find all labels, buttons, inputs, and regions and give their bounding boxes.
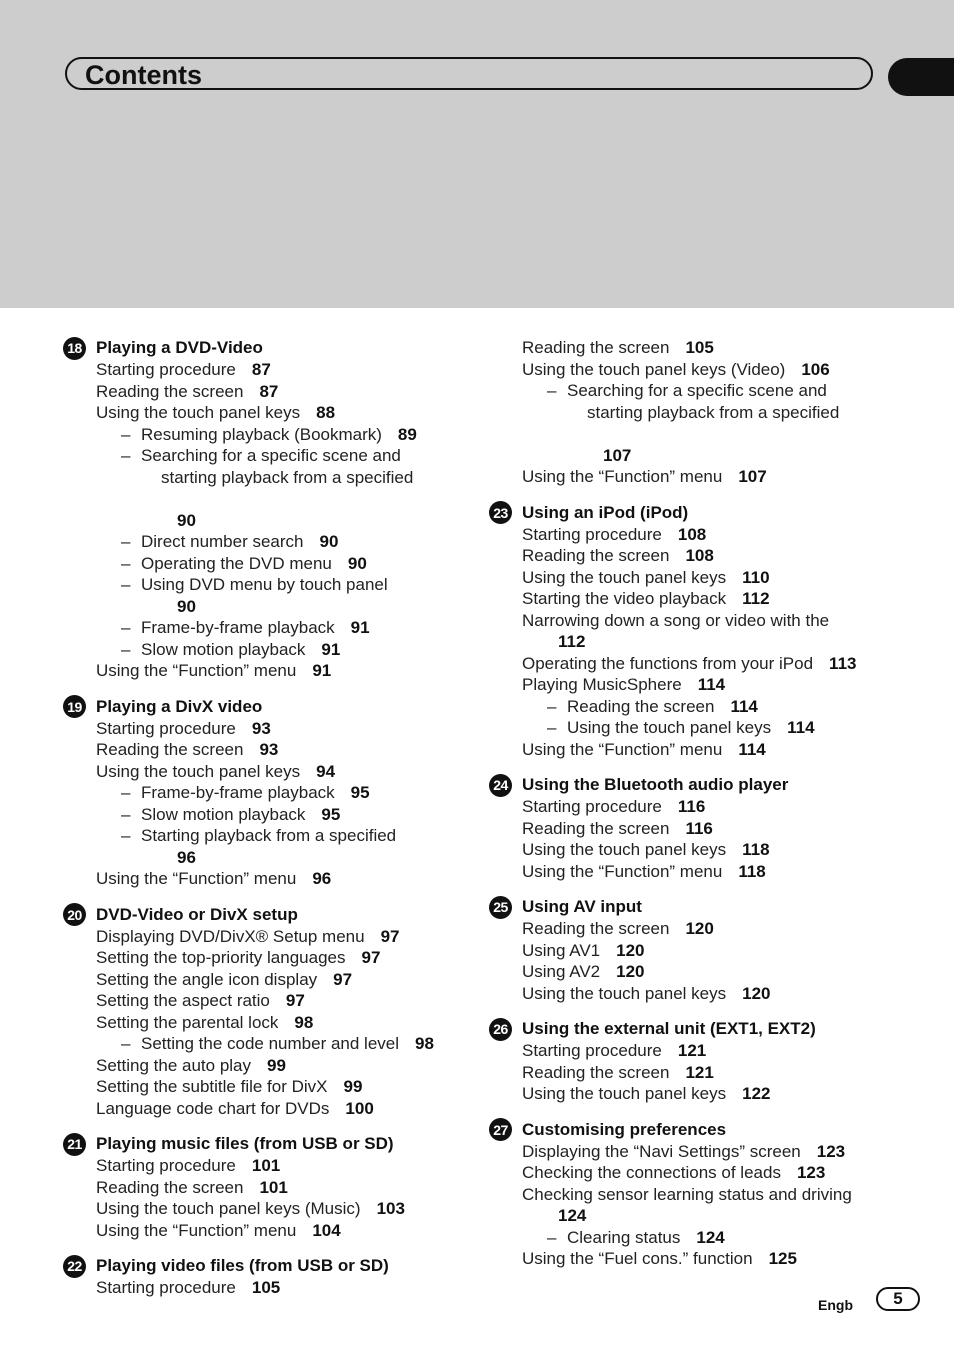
page-ref: 97 [380,926,400,946]
entry-text: Frame-by-frame playback [141,783,335,802]
entry-text: Starting the video playback [522,589,727,608]
entry-text: Using the “Function” menu [522,467,723,486]
toc-entry[interactable] [63,660,473,682]
entry-text: Using the touch panel keys [522,1084,727,1103]
entry-text: Operating the DVD menu [141,553,332,573]
entry-text: Clearing status [567,1227,681,1247]
chapter-number-badge: 24 [489,774,512,797]
entry-text: Checking the connections of leads [522,1163,781,1182]
entry-text-continued: starting playback from a specified [161,467,414,487]
entry-text: Searching for a specific scene and [567,381,827,400]
page-ref: 97 [361,948,381,967]
page-ref: 103 [376,1199,405,1218]
toc-entry[interactable] [63,718,473,740]
entry-dash: – [121,532,131,551]
entry-dash: – [121,783,131,802]
page-ref: 96 [177,847,196,867]
toc-entry[interactable] [63,739,473,761]
entry-text: Using the “Function” menu [522,739,723,759]
toc-entry[interactable] [63,1076,473,1098]
chapter-title: Playing a DVD-Video [96,338,263,357]
entry-text: Operating the functions from your iPod [522,653,814,673]
page-ref: 107 [603,445,632,465]
page-ref: 118 [742,840,770,859]
page-title: Contents [85,60,202,90]
page-ref: 95 [321,804,341,824]
entry-text: Resuming playback (Bookmark) [141,424,382,444]
chapter-number-badge: 21 [63,1133,86,1156]
toc-entry[interactable] [63,402,473,424]
toc-chapter [489,774,909,882]
page-ref: 114 [730,696,758,716]
page-ref: 90 [177,510,196,530]
page-ref: 94 [316,761,336,781]
page-ref: 89 [397,424,417,444]
entry-dash: – [547,381,557,400]
toc-entry[interactable] [489,610,909,653]
toc-entry[interactable] [489,466,909,488]
toc-entry[interactable] [489,1162,909,1184]
entry-dash: – [121,446,131,465]
entry-text: Setting the subtitle file for DivX [96,1077,328,1096]
section-tab [888,58,954,96]
chapter-title: Playing a DivX video [96,696,263,716]
entry-dash: – [547,696,557,716]
page-ref: 120 [685,919,714,938]
page-ref: 120 [742,983,771,1003]
toc-entry[interactable] [489,545,909,567]
page-ref: 101 [259,1177,288,1197]
toc-chapter [489,337,909,488]
toc-entry[interactable] [489,839,909,861]
page-ref: 107 [738,467,767,486]
page-ref: 90 [319,532,339,551]
entry-text: Reading the screen [522,338,670,357]
entry-text: Reading the screen [567,696,715,716]
entry-dash: – [121,424,131,444]
entry-text: Displaying DVD/DivX® Setup menu [96,926,365,946]
toc-subentry[interactable] [63,804,473,826]
entry-text-block [121,531,338,553]
entry-text: Using the touch panel keys [96,403,301,422]
page-ref: 106 [801,359,830,379]
chapter-heading[interactable] [63,904,473,926]
chapter-number-badge: 26 [489,1018,512,1041]
entry-text-block [547,696,758,718]
toc-entry[interactable] [489,359,909,381]
toc-chapter [63,904,473,1120]
toc-entry[interactable] [489,796,909,818]
entry-text: Reading the screen [522,546,670,565]
entry-text: Starting procedure [522,524,662,544]
entry-text-block [121,639,340,661]
page-ref: 101 [251,1156,281,1175]
page-ref: 88 [316,403,336,422]
entry-text: Displaying the “Navi Settings” screen [522,1141,801,1161]
entry-text-block [121,617,370,639]
page-ref: 120 [616,962,645,981]
toc-chapter [63,1255,473,1299]
page-ref: 90 [347,553,367,573]
header-band [0,0,954,308]
page-ref: 114 [697,675,726,694]
entry-text: Setting the parental lock [96,1012,279,1032]
chapter-heading[interactable] [489,774,909,796]
entry-text: Using the “Function” menu [522,861,723,881]
entry-dash: – [121,1034,131,1053]
toc-entry[interactable] [63,359,473,381]
page-ref: 121 [685,1062,714,1082]
entry-text: Checking sensor learning status and driving [522,1184,852,1204]
page-ref: 124 [558,1206,587,1225]
toc-entry[interactable] [489,588,909,610]
chapter-number-badge: 23 [489,501,512,524]
chapter-number-badge: 19 [63,695,86,718]
page-ref: 124 [696,1227,725,1247]
entry-text-block [121,782,370,804]
entry-text: Using the “Function” menu [96,1220,297,1240]
entry-text: Narrowing down a song or video with the [522,610,830,630]
toc-entry[interactable] [63,1198,473,1220]
toc-subentry[interactable] [63,825,473,868]
entry-text-block [121,445,413,531]
page-ref: 91 [312,661,332,680]
toc-entry[interactable] [63,1012,473,1034]
entry-text-block [121,804,340,826]
page-ref: 105 [685,338,714,357]
toc-entry[interactable] [489,1141,909,1163]
entry-text: Using the touch panel keys (Music) [96,1199,361,1218]
entry-text: Playing MusicSphere [522,675,682,694]
chapter-heading[interactable] [489,1018,909,1040]
toc-entry[interactable] [489,739,909,761]
page-ref: 91 [321,639,341,659]
entry-text: Reading the screen [96,1177,244,1197]
chapter-title: Using AV input [522,897,642,916]
toc-entry[interactable] [489,918,909,940]
toc-entry[interactable] [489,818,909,840]
entry-text: Frame-by-frame playback [141,618,335,637]
entry-text: Reading the screen [522,1062,670,1082]
toc-entry[interactable] [489,1040,909,1062]
toc-entry[interactable] [489,337,909,359]
chapter-title: DVD-Video or DivX setup [96,904,298,924]
entry-text-block [547,380,839,466]
chapter-heading[interactable] [489,1119,909,1141]
entry-text: Using the “Function” menu [96,661,297,680]
entry-text: Slow motion playback [141,639,306,659]
page-ref: 96 [312,869,332,888]
toc-entry[interactable] [489,961,909,983]
entry-text: Starting procedure [96,1278,236,1297]
toc-entry[interactable] [63,947,473,969]
entry-text: Using the “Fuel cons.” function [522,1249,753,1268]
page-ref: 90 [177,596,196,616]
entry-text: Setting the aspect ratio [96,991,270,1010]
entry-dash: – [121,553,131,573]
entry-text: Slow motion playback [141,804,306,824]
chapter-number-badge: 25 [489,896,512,919]
entry-text-block [121,424,417,446]
entry-dash: – [121,639,131,659]
chapter-heading[interactable] [63,337,473,359]
entry-dash: – [121,618,131,637]
entry-text: Reading the screen [96,740,244,759]
entry-text: Setting the top-priority languages [96,948,346,967]
entry-text-block [121,1033,434,1055]
toc-entry[interactable] [489,524,909,546]
toc-entry[interactable] [489,1248,909,1270]
toc-entry[interactable] [63,1277,473,1299]
entry-dash: – [547,718,557,737]
toc-entry[interactable] [489,1184,909,1227]
chapter-heading[interactable] [63,1255,473,1277]
toc-entry[interactable] [489,567,909,589]
toc-subentry[interactable] [489,1227,909,1249]
page-ref: 93 [259,740,279,759]
toc-chapter [63,1133,473,1241]
toc-subentry[interactable] [63,531,473,553]
page-ref: 120 [616,940,645,960]
page-ref: 116 [685,818,713,838]
page-ref: 100 [345,1098,374,1118]
entry-text-block [121,574,388,617]
toc-entry[interactable] [489,983,909,1005]
toc-entry[interactable] [489,653,909,675]
page-ref: 122 [742,1084,771,1103]
toc-subentry[interactable] [63,782,473,804]
entry-text: Starting procedure [522,1041,662,1060]
page-ref: 125 [768,1249,797,1268]
toc-chapter [489,1119,909,1270]
chapter-number-badge: 20 [63,903,86,926]
toc-entry[interactable] [63,868,473,890]
entry-text: Using the “Function” menu [96,869,297,888]
page-ref: 97 [285,991,305,1010]
entry-text: Setting the code number and level [141,1034,400,1053]
page-number: 5 [876,1287,920,1311]
toc-subentry[interactable] [63,1033,473,1055]
entry-text: Using AV1 [522,940,601,960]
page-ref: 112 [558,632,586,651]
page-ref: 104 [312,1220,341,1240]
entry-text-block [547,717,815,739]
page-ref: 99 [267,1055,286,1075]
toc-chapter [63,696,473,890]
page-ref: 116 [677,797,706,816]
page-ref: 105 [251,1278,281,1297]
toc-entry[interactable] [63,990,473,1012]
chapter-heading[interactable] [63,696,473,718]
page-ref: 87 [259,381,279,401]
page-ref: 93 [251,718,271,738]
toc-subentry[interactable] [489,696,909,718]
entry-dash: – [121,826,131,845]
entry-text-block [121,825,396,868]
entry-text: Starting procedure [96,718,236,738]
entry-text-continued: starting playback from a specified [587,402,840,422]
page-ref: 121 [677,1041,707,1060]
toc-chapter [489,896,909,1004]
toc-subentry[interactable] [63,553,473,575]
toc-entry[interactable] [489,861,909,883]
entry-dash: – [547,1227,557,1247]
toc-entry[interactable] [63,926,473,948]
entry-text: Reading the screen [96,381,244,401]
page-ref: 87 [251,360,271,379]
chapter-number-badge: 27 [489,1118,512,1141]
toc-entry[interactable] [63,1220,473,1242]
toc-entry[interactable] [63,1177,473,1199]
toc-entry[interactable] [489,1062,909,1084]
chapter-heading[interactable] [63,1133,473,1155]
entry-text: Using AV2 [522,962,601,981]
chapter-title: Playing video files (from USB or SD) [96,1256,389,1275]
toc-entry[interactable] [63,1098,473,1120]
page-ref: 123 [796,1163,826,1182]
page-ref: 97 [333,969,353,989]
toc-entry[interactable] [63,761,473,783]
toc-subentry[interactable] [63,445,473,531]
toc-subentry[interactable] [63,424,473,446]
toc-entry[interactable] [63,381,473,403]
entry-text: Using the touch panel keys [522,983,727,1003]
chapter-heading[interactable] [489,896,909,918]
entry-text: Starting procedure [522,797,662,816]
page-ref: 91 [350,618,370,637]
entry-text: Language code chart for DVDs [96,1098,330,1118]
entry-text: Reading the screen [522,818,670,838]
toc-chapter [489,1018,909,1105]
page-ref: 108 [677,524,707,544]
page-ref: 123 [816,1141,846,1161]
entry-dash: – [121,804,131,824]
page-ref: 98 [294,1012,314,1032]
toc-subentry[interactable] [63,639,473,661]
page-ref: 95 [350,783,370,802]
toc-subentry[interactable] [63,617,473,639]
page-ref: 114 [787,718,815,737]
toc-column-left [63,337,473,1313]
toc-chapter [63,337,473,682]
entry-text: Direct number search [141,532,304,551]
chapter-title: Using an iPod (iPod) [522,502,689,522]
entry-text: Using the touch panel keys [567,718,772,737]
entry-text: Reading the screen [522,919,670,938]
page-ref: 112 [742,589,770,608]
page-ref: 110 [742,567,770,587]
entry-dash: – [121,575,131,594]
language-code: Engb [818,1297,853,1313]
entry-text: Setting the angle icon display [96,969,318,989]
chapter-number-badge: 18 [63,337,86,360]
chapter-title: Using the Bluetooth audio player [522,775,789,794]
entry-text: Setting the auto play [96,1055,252,1075]
chapter-title: Customising preferences [522,1119,727,1139]
chapter-number-badge: 22 [63,1255,86,1278]
entry-text: Using the touch panel keys [522,840,727,859]
toc-subentry[interactable] [489,717,909,739]
entry-text: Starting playback from a specified [141,826,397,845]
page-ref: 113 [829,653,857,673]
entry-text: Using the touch panel keys [522,567,727,587]
toc-entry[interactable] [63,1155,473,1177]
toc-entry[interactable] [489,674,909,696]
entry-text: Starting procedure [96,360,236,379]
page-ref: 108 [685,546,714,565]
page-ref: 118 [738,861,766,881]
page-ref: 98 [415,1034,434,1053]
toc-entry[interactable] [63,1055,473,1077]
toc-entry[interactable] [63,969,473,991]
entry-text: Starting procedure [96,1156,236,1175]
entry-text: Using DVD menu by touch panel [141,575,388,594]
chapter-title: Using the external unit (EXT1, EXT2) [522,1019,816,1038]
toc-entry[interactable] [489,1083,909,1105]
chapter-title: Playing music files (from USB or SD) [96,1134,394,1153]
toc-column-right [489,337,909,1284]
toc-entry[interactable] [489,940,909,962]
entry-text: Using the touch panel keys [96,761,301,781]
chapter-heading[interactable] [489,502,909,524]
toc-subentry[interactable] [63,574,473,617]
entry-text: Using the touch panel keys (Video) [522,359,786,379]
entry-text-block [121,553,367,575]
page-ref: 99 [343,1077,363,1096]
entry-text-block [547,1227,725,1249]
toc-subentry[interactable] [489,380,909,466]
entry-text: Searching for a specific scene and [141,446,401,465]
page-ref: 114 [738,739,766,759]
toc-chapter [489,502,909,761]
